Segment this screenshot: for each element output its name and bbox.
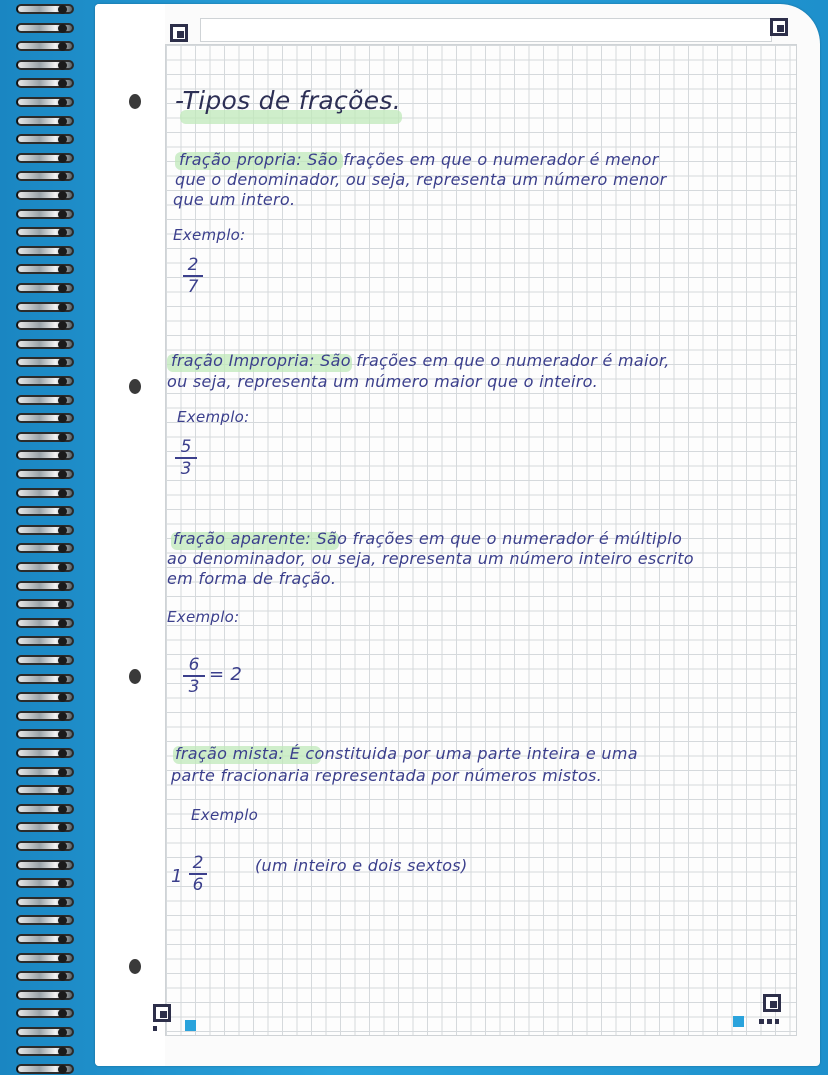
fraction-example [183,656,205,696]
example-label: Exemplo [191,806,259,824]
punch-hole [129,379,141,394]
binding-hole [58,247,67,256]
spiral-binding [10,0,80,1075]
binding-hole [58,563,67,572]
binding-hole [58,340,67,349]
binding-hole [58,991,67,1000]
fraction-example [189,854,207,894]
punch-hole [129,669,141,684]
binding-hole [58,861,67,870]
brand-logo-icon [770,18,788,36]
definition-line: que um intero. [173,190,296,209]
binding-hole [58,582,67,591]
binding-hole [58,1047,67,1056]
binding-hole [58,935,67,944]
fraction-result: = 2 [209,664,243,685]
punch-hole [129,94,141,109]
definition-line: fração propria: São frações em que o numerador é menor [179,150,659,169]
fraction-numerator: 6 [188,655,200,675]
definition-line: ou seja, representa um número maior que o inteiro. [167,372,599,391]
binding-hole [58,712,67,721]
binding-hole [58,117,67,126]
binding-hole [58,842,67,851]
fraction-denominator: 6 [192,875,204,895]
binding-hole [58,433,67,442]
binding-hole [58,619,67,628]
fraction-denominator: 7 [187,277,199,297]
header-line [200,18,772,42]
mixed-whole: 1 [171,866,183,887]
binding-hole [58,377,67,386]
brand-logo-icon [153,1004,171,1022]
definition-line: ao denominador, ou seja, representa um número inteiro escrito [167,549,694,568]
page-mark [733,1016,744,1027]
binding-hole [58,154,67,163]
binding-hole [58,675,67,684]
fraction-example [175,438,197,478]
binding-hole [58,1028,67,1037]
example-label: Exemplo: [173,226,246,244]
brand-logo-icon [170,24,188,42]
binding-hole [58,749,67,758]
definition-line: em forma de fração. [167,569,337,588]
binding-hole [58,954,67,963]
definition-line: fração aparente: São frações em que o numerador é múltiplo [173,529,683,548]
binding-hole [58,98,67,107]
definition-line: parte fracionaria representada por números mistos. [171,766,603,785]
notebook-page [95,4,820,1066]
binding-hole [58,396,67,405]
binding-hole [58,303,67,312]
page-mark [153,1026,157,1031]
binding-hole [58,526,67,535]
binding-hole [58,805,67,814]
brand-logo-icon [763,994,781,1012]
mixed-note: (um inteiro e dois sextos) [255,856,468,875]
fraction-denominator: 3 [180,459,192,479]
binding-hole [58,470,67,479]
fraction-numerator: 2 [187,255,199,275]
binding-hole [58,284,67,293]
page-mark [759,1019,779,1024]
fraction-example [183,256,203,296]
binding-hole [58,24,67,33]
fraction-denominator: 3 [188,677,200,697]
page-title: -Tipos de frações. [175,86,401,115]
definition-line: fração mista: É constituida por uma parte inteira e uma [175,744,638,763]
page-margin [95,4,165,1066]
binding-hole [58,5,67,14]
fraction-numerator: 2 [192,853,204,873]
binding-hole [58,898,67,907]
binding-hole [58,768,67,777]
definition-line: que o denominador, ou seja, representa um número menor [175,170,667,189]
binding-hole [58,61,67,70]
fraction-numerator: 5 [180,437,192,457]
definition-line: fração Impropria: São frações em que o numerador é maior, [171,351,670,370]
binding-hole [58,489,67,498]
page-mark [185,1020,196,1031]
binding-hole [58,656,67,665]
binding-hole [58,191,67,200]
example-label: Exemplo: [177,408,250,426]
example-label: Exemplo: [167,608,240,626]
punch-hole [129,959,141,974]
binding-hole [58,210,67,219]
